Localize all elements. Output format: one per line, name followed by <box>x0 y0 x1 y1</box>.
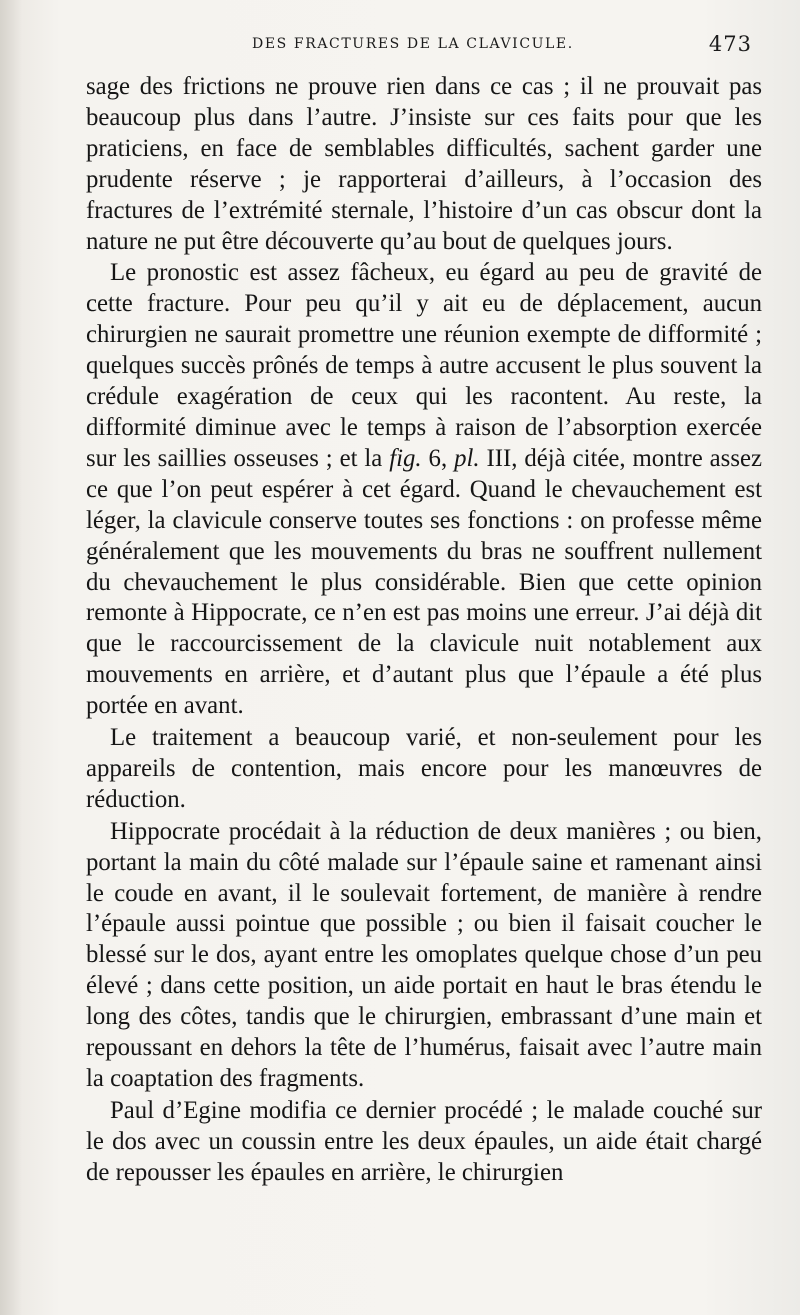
running-title: DES FRACTURES DE LA CLAVICULE. <box>252 36 574 52</box>
paragraph-4: Hippocrate procédait à la réduction de deux manières ; ou bien, portant la main du côté malade sur l’épaule saine et ramenant ainsi le coude en avant, il le soulevait fortement, de manière à rendre l’épaule aussi pointue que possible ; ou bien il faisait coucher le blessé sur le dos, ayant entre les omoplates quelque chose d’un peu élevé ; dans cette position, un aide portait en haut le bras étendu le long des côtes, tandis que le chirurgien, embrassant d’une main et repoussant en dehors la tête de l’humérus, faisait avec l’autre main la coaptation des fragments. <box>86 817 762 1092</box>
paragraph-2-text-a: Le pronostic est assez fâcheux, eu égard au peu de gravité de cette fracture. Pour peu qu’il y ait eu de déplacement, aucun chirurgien ne saurait promettre une réunion exempte de difformité ; quelques succès prônés de temps à autre accusent le plus souvent la crédule exagération de ceux qui les racontent. Au reste, la difformité diminue avec le temps à raison de l’absorption exercée sur les saillies osseuses ; et la <box>86 259 762 472</box>
paragraph-1: sage des frictions ne prouve rien dans ce cas ; il ne prouvait pas beaucoup plus dans l’autre. J’insiste sur ces faits pour que les praticiens, en face de semblables difficultés, sachent garder une prudente réserve ; je rapporterai d’ailleurs, à l’occasion des fractures de l’extrémité sternale, l’histoire d’un cas obscur dont la nature ne put être découverte qu’au bout de quelques jours. <box>86 73 762 255</box>
paragraph-2-text-b: III, déjà citée, montre assez ce que l’on peut espérer à cet égard. Quand le chevauchement est léger, la clavicule conserve toutes ses fonctions : on professe même généralement que les mouvements du bras ne souffrent nullement du chevauchement le plus considérable. Bien que cette opinion remonte à Hippocrate, ce n’en est pas moins une erreur. J’ai déjà dit que le raccourcissement de la clavicule nuit notablement aux mouvements en arrière, et d’autant plus que l’épaule a été plus portée en avant. <box>86 444 762 720</box>
page-number: 473 <box>708 32 752 56</box>
figure-reference: fig. <box>389 444 422 472</box>
plate-reference: pl. <box>454 444 480 472</box>
paragraph-3: Le traitement a beaucoup varié, et non-seulement pour les appareils de contention, mais encore pour les manœuvres de réduction. <box>86 724 762 813</box>
body-text <box>86 72 762 1189</box>
paragraph-5: Paul d’Egine modifia ce dernier procédé ; le malade couché sur le dos avec un coussin entre les deux épaules, un aide était chargé de repousser les épaules en arrière, le chirurgien <box>86 1096 762 1186</box>
paragraph-2 <box>86 258 762 722</box>
page-header <box>84 30 756 62</box>
figure-number: 6, <box>428 444 448 472</box>
